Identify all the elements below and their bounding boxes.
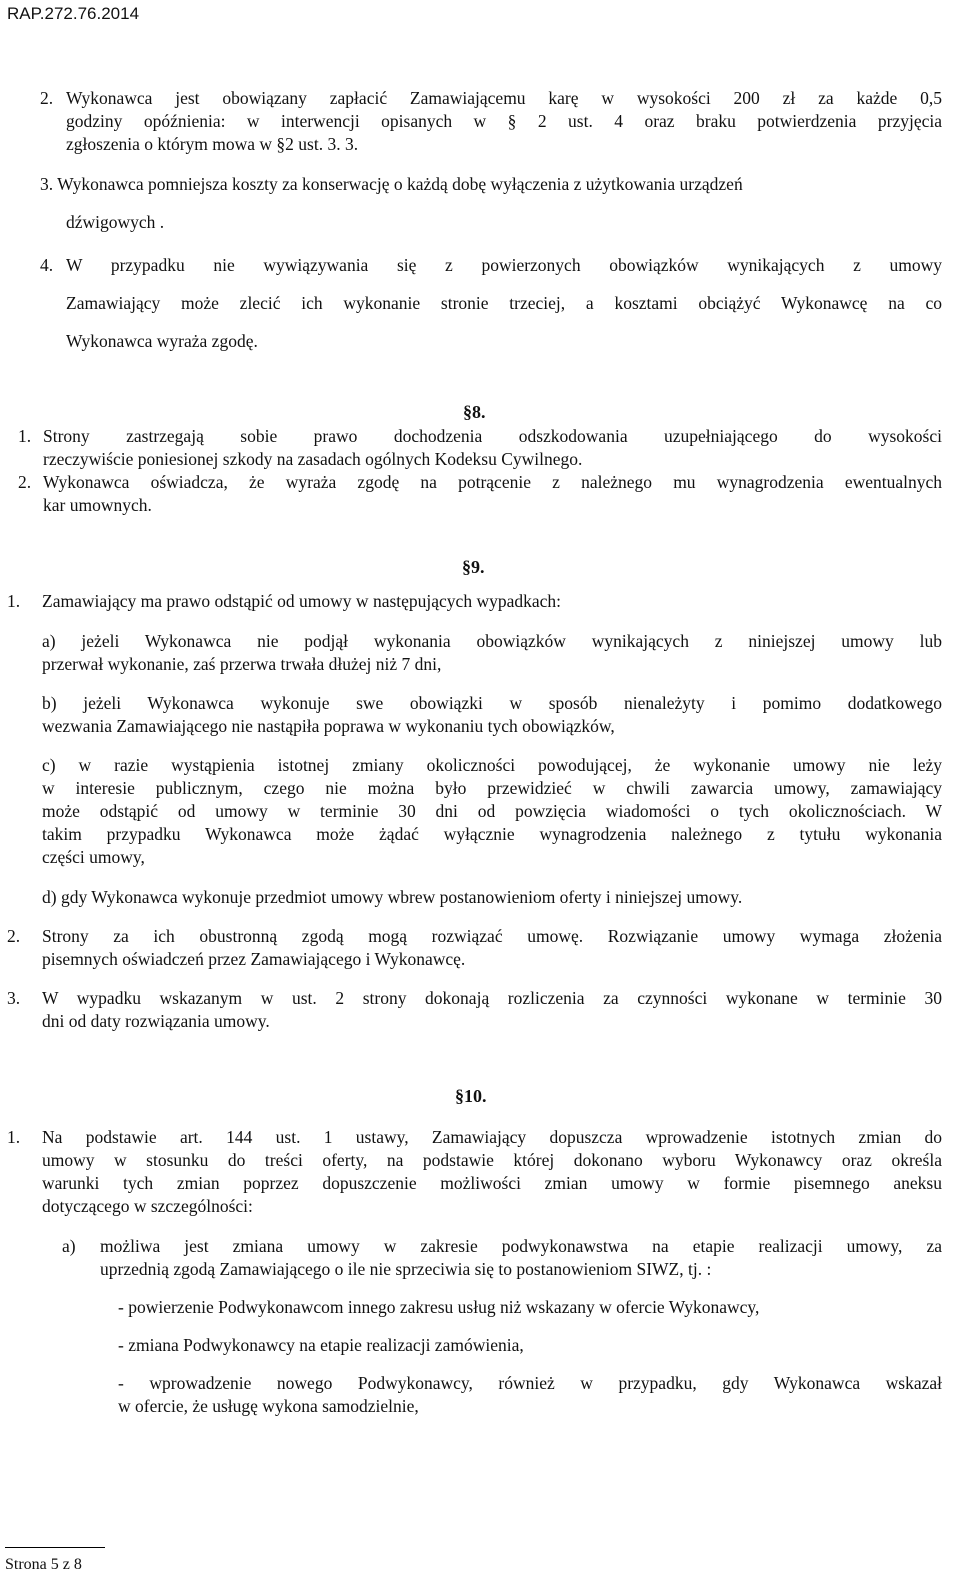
list-item-line: w interesie publicznym, czego nie można było przewidzieć w chwili zawarcia umowy, zamawiający <box>42 778 942 798</box>
item-number: 2. <box>7 926 21 946</box>
paragraph-line: Strony za ich obustronną zgodą mogą rozwiązać umowę. Rozwiązanie umowy wymaga złożenia <box>42 926 942 946</box>
section-title: §8. <box>463 402 486 422</box>
paragraph-line: Wykonawca wyraża zgodę. <box>66 331 258 351</box>
paragraph-line: Strony zastrzegają sobie prawo dochodzenia odszkodowania uzupełniającego do wysokości <box>43 426 942 446</box>
item-number: 1. <box>7 1127 21 1147</box>
paragraph-line: dotyczącego w szczególności: <box>42 1196 253 1216</box>
list-item-line: wezwania Zamawiającego nie nastąpiła poprawa w wykonaniu tych obowiązków, <box>42 716 615 736</box>
list-item-line: możliwa jest zmiana umowy w zakresie podwykonawstwa na etapie realizacji umowy, za <box>100 1236 942 1256</box>
item-number: 2. <box>18 472 32 492</box>
paragraph-line: 3. Wykonawca pomniejsza koszty za konserwację o każdą dobę wyłączenia z użytkowania urządzeń <box>40 174 743 194</box>
dash-item: - wprowadzenie nowego Podwykonawcy, również w przypadku, gdy Wykonawca wskazał <box>118 1373 942 1393</box>
list-item-line: a) jeżeli Wykonawca nie podjął wykonania obowiązków wynikających z niniejszej umowy lub <box>42 631 942 651</box>
paragraph-line: Zamawiający ma prawo odstąpić od umowy w następujących wypadkach: <box>42 591 561 611</box>
paragraph-line: Zamawiający może zlecić ich wykonanie stronie trzeciej, a kosztami obciążyć Wykonawcę na co <box>66 293 942 313</box>
paragraph-line: rzeczywiście poniesionej szkody na zasadach ogólnych Kodeksu Cywilnego. <box>43 449 583 469</box>
paragraph-line: warunki tych zmian poprzez dopuszczenie możliwości zmian umowy w formie pisemnego aneksu <box>42 1173 942 1193</box>
list-item-line: części umowy, <box>42 847 145 867</box>
item-number: 1. <box>7 591 21 611</box>
section-title: §10. <box>455 1086 487 1106</box>
paragraph-line: Wykonawca oświadcza, że wyraża zgodę na potrącenie z należnego mu wynagrodzenia ewentualnych <box>43 472 942 492</box>
section-title: §9. <box>462 557 485 577</box>
list-item-line: uprzednią zgodą Zamawiającego o ile nie sprzeciwia się to postanowieniom SIWZ, tj. : <box>100 1259 712 1279</box>
item-number: 2. <box>40 88 54 108</box>
list-item-line: d) gdy Wykonawca wykonuje przedmiot umowy wbrew postanowieniom oferty i niniejszej umowy. <box>42 887 743 907</box>
paragraph-line: pisemnych oświadczeń przez Zamawiającego i Wykonawcę. <box>42 949 466 969</box>
list-item-line: takim przypadku Wykonawca może żądać wyłącznie wynagrodzenia należnego z tytułu wykonania <box>42 824 942 844</box>
item-number: 1. <box>18 426 32 446</box>
item-number: 4. <box>40 255 54 275</box>
paragraph-line: godziny opóźnienia: w interwencji opisanych w § 2 ust. 4 oraz braku potwierdzenia przyjęcia <box>66 111 942 131</box>
list-item-line: może odstąpić od umowy w terminie 30 dni od powzięcia wiadomości o tych okolicznościach. W <box>42 801 942 821</box>
item-number: 3. <box>7 988 21 1008</box>
paragraph-line: Wykonawca jest obowiązany zapłacić Zamawiającemu karę w wysokości 200 zł za każde 0,5 <box>66 88 942 108</box>
dash-item: - zmiana Podwykonawcy na etapie realizacji zamówienia, <box>118 1335 524 1355</box>
list-item-line: c) w razie wystąpienia istotnej zmiany okoliczności powodującej, że wykonanie umowy nie leży <box>42 755 942 775</box>
paragraph-line: W wypadku wskazanym w ust. 2 strony dokonają rozliczenia za czynności wykonane w terminie 30 <box>42 988 942 1008</box>
paragraph-line: Na podstawie art. 144 ust. 1 ustawy, Zamawiający dopuszcza wprowadzenie istotnych zmian do <box>42 1127 942 1147</box>
dash-item: w ofercie, że usługę wykona samodzielnie, <box>118 1396 419 1416</box>
footer-divider <box>5 1547 105 1548</box>
paragraph-line: W przypadku nie wywiązywania się z powierzonych obowiązków wynikających z umowy <box>66 255 942 275</box>
paragraph-line: umowy w stosunku do treści oferty, na podstawie której dokonano wyboru Wykonawcy oraz określa <box>42 1150 942 1170</box>
paragraph-line: dni od daty rozwiązania umowy. <box>42 1011 270 1031</box>
paragraph-line: zgłoszenia o którym mowa w §2 ust. 3. 3. <box>66 134 359 154</box>
list-item-line: przerwał wykonanie, zaś przerwa trwała dłużej niż 7 dni, <box>42 654 442 674</box>
page-number: Strona 5 z 8 <box>5 1556 82 1573</box>
paragraph-line: dźwigowych . <box>66 212 165 232</box>
dash-item: - powierzenie Podwykonawcom innego zakresu usług niż wskazany w ofercie Wykonawcy, <box>118 1297 760 1317</box>
paragraph-line: kar umownych. <box>43 495 152 515</box>
list-label: a) <box>62 1236 76 1256</box>
document-id: RAP.272.76.2014 <box>7 4 140 23</box>
list-item-line: b) jeżeli Wykonawca wykonuje swe obowiązki w sposób nienależyty i pomimo dodatkowego <box>42 693 942 713</box>
